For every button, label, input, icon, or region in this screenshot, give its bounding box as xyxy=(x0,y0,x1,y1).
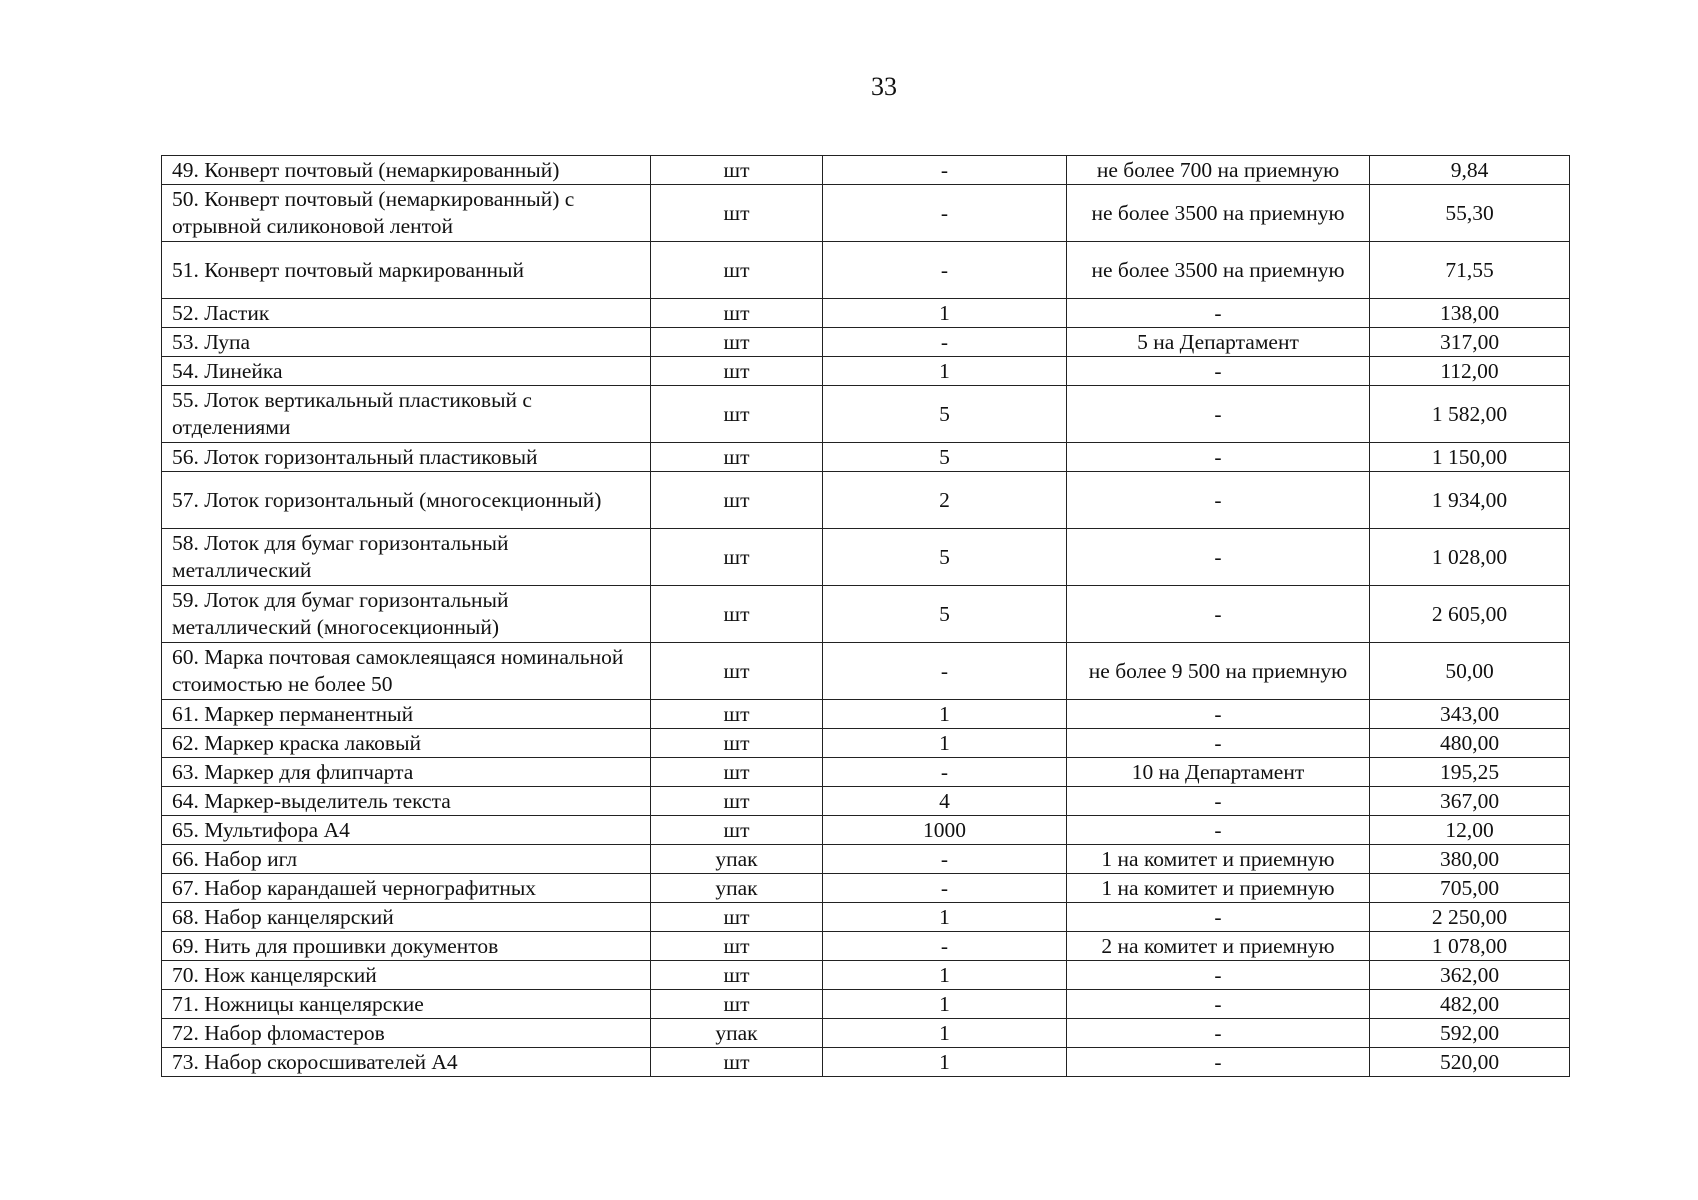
unit-cell: шт xyxy=(651,932,823,961)
quantity-cell: 5 xyxy=(823,386,1067,443)
price-cell: 592,00 xyxy=(1370,1019,1570,1048)
unit-cell: упак xyxy=(651,1019,823,1048)
norm-cell: 5 на Департамент xyxy=(1067,328,1370,357)
norm-cell: - xyxy=(1067,903,1370,932)
quantity-cell: 1 xyxy=(823,1019,1067,1048)
price-cell: 1 582,00 xyxy=(1370,386,1570,443)
item-name-cell: 69. Нить для прошивки документов xyxy=(162,932,651,961)
unit-cell: шт xyxy=(651,586,823,643)
quantity-cell: - xyxy=(823,845,1067,874)
quantity-cell: 2 xyxy=(823,472,1067,529)
page-number: 33 xyxy=(871,72,897,101)
price-cell: 482,00 xyxy=(1370,990,1570,1019)
unit-cell: шт xyxy=(651,961,823,990)
price-cell: 1 028,00 xyxy=(1370,529,1570,586)
price-cell: 138,00 xyxy=(1370,299,1570,328)
item-name-cell: 64. Маркер-выделитель текста xyxy=(162,787,651,816)
table-row xyxy=(162,529,1570,586)
supplies-table xyxy=(161,155,1570,1077)
unit-cell: шт xyxy=(651,299,823,328)
norm-cell: не более 3500 на приемную xyxy=(1067,185,1370,242)
item-name-cell: 65. Мультифора А4 xyxy=(162,816,651,845)
table-row xyxy=(162,729,1570,758)
unit-cell: шт xyxy=(651,643,823,700)
norm-cell: - xyxy=(1067,443,1370,472)
table-row xyxy=(162,932,1570,961)
price-cell: 195,25 xyxy=(1370,758,1570,787)
table-body xyxy=(162,156,1570,1077)
norm-cell: - xyxy=(1067,700,1370,729)
norm-cell: не более 3500 на приемную xyxy=(1067,242,1370,299)
table-row xyxy=(162,242,1570,299)
norm-cell: - xyxy=(1067,299,1370,328)
unit-cell: шт xyxy=(651,729,823,758)
table-row xyxy=(162,643,1570,700)
norm-cell: - xyxy=(1067,529,1370,586)
item-name-cell: 61. Маркер перманентный xyxy=(162,700,651,729)
quantity-cell: 1 xyxy=(823,990,1067,1019)
item-name-cell: 51. Конверт почтовый маркированный xyxy=(162,242,651,299)
quantity-cell: 1 xyxy=(823,961,1067,990)
unit-cell: шт xyxy=(651,903,823,932)
price-cell: 480,00 xyxy=(1370,729,1570,758)
item-name-cell: 71. Ножницы канцелярские xyxy=(162,990,651,1019)
item-name-cell: 56. Лоток горизонтальный пластиковый xyxy=(162,443,651,472)
norm-cell: 10 на Департамент xyxy=(1067,758,1370,787)
unit-cell: шт xyxy=(651,185,823,242)
price-cell: 1 078,00 xyxy=(1370,932,1570,961)
price-cell: 2 605,00 xyxy=(1370,586,1570,643)
item-name-cell: 73. Набор скоросшивателей А4 xyxy=(162,1048,651,1077)
quantity-cell: - xyxy=(823,874,1067,903)
item-name-cell: 70. Нож канцелярский xyxy=(162,961,651,990)
table-row xyxy=(162,874,1570,903)
unit-cell: шт xyxy=(651,1048,823,1077)
table-row xyxy=(162,700,1570,729)
unit-cell: шт xyxy=(651,990,823,1019)
unit-cell: шт xyxy=(651,700,823,729)
item-name-cell: 55. Лоток вертикальный пластиковый с отделениями xyxy=(162,386,651,443)
norm-cell: не более 700 на приемную xyxy=(1067,156,1370,185)
price-cell: 1 934,00 xyxy=(1370,472,1570,529)
quantity-cell: 5 xyxy=(823,586,1067,643)
quantity-cell: - xyxy=(823,242,1067,299)
table-row xyxy=(162,1019,1570,1048)
quantity-cell: 1 xyxy=(823,1048,1067,1077)
price-cell: 380,00 xyxy=(1370,845,1570,874)
price-cell: 71,55 xyxy=(1370,242,1570,299)
item-name-cell: 50. Конверт почтовый (немаркированный) с отрывной силиконовой лентой xyxy=(162,185,651,242)
table-row xyxy=(162,328,1570,357)
table-row xyxy=(162,1048,1570,1077)
quantity-cell: 1 xyxy=(823,903,1067,932)
table-row xyxy=(162,787,1570,816)
norm-cell: - xyxy=(1067,990,1370,1019)
quantity-cell: 5 xyxy=(823,529,1067,586)
table-row xyxy=(162,758,1570,787)
price-cell: 50,00 xyxy=(1370,643,1570,700)
price-cell: 343,00 xyxy=(1370,700,1570,729)
unit-cell: шт xyxy=(651,386,823,443)
item-name-cell: 53. Лупа xyxy=(162,328,651,357)
table-row xyxy=(162,443,1570,472)
quantity-cell: 1 xyxy=(823,299,1067,328)
unit-cell: упак xyxy=(651,874,823,903)
quantity-cell: 5 xyxy=(823,443,1067,472)
price-cell: 362,00 xyxy=(1370,961,1570,990)
table-row xyxy=(162,156,1570,185)
price-cell: 55,30 xyxy=(1370,185,1570,242)
table-row xyxy=(162,472,1570,529)
quantity-cell: 1 xyxy=(823,729,1067,758)
price-cell: 705,00 xyxy=(1370,874,1570,903)
table-row xyxy=(162,816,1570,845)
item-name-cell: 59. Лоток для бумаг горизонтальный металлический (многосекционный) xyxy=(162,586,651,643)
quantity-cell: 1000 xyxy=(823,816,1067,845)
item-name-cell: 49. Конверт почтовый (немаркированный) xyxy=(162,156,651,185)
table-row xyxy=(162,586,1570,643)
price-cell: 12,00 xyxy=(1370,816,1570,845)
price-cell: 112,00 xyxy=(1370,357,1570,386)
unit-cell: шт xyxy=(651,787,823,816)
price-cell: 367,00 xyxy=(1370,787,1570,816)
norm-cell: 1 на комитет и приемную xyxy=(1067,845,1370,874)
price-cell: 9,84 xyxy=(1370,156,1570,185)
quantity-cell: - xyxy=(823,185,1067,242)
item-name-cell: 72. Набор фломастеров xyxy=(162,1019,651,1048)
table-row xyxy=(162,961,1570,990)
table-row xyxy=(162,299,1570,328)
unit-cell: упак xyxy=(651,845,823,874)
price-cell: 1 150,00 xyxy=(1370,443,1570,472)
unit-cell: шт xyxy=(651,529,823,586)
table-row xyxy=(162,990,1570,1019)
norm-cell: - xyxy=(1067,961,1370,990)
item-name-cell: 57. Лоток горизонтальный (многосекционный) xyxy=(162,472,651,529)
norm-cell: - xyxy=(1067,386,1370,443)
norm-cell: - xyxy=(1067,586,1370,643)
quantity-cell: 1 xyxy=(823,357,1067,386)
table-row xyxy=(162,185,1570,242)
norm-cell: - xyxy=(1067,357,1370,386)
norm-cell: 1 на комитет и приемную xyxy=(1067,874,1370,903)
item-name-cell: 67. Набор карандашей чернографитных xyxy=(162,874,651,903)
item-name-cell: 68. Набор канцелярский xyxy=(162,903,651,932)
table-row xyxy=(162,903,1570,932)
table-row xyxy=(162,845,1570,874)
quantity-cell: - xyxy=(823,758,1067,787)
table-row xyxy=(162,357,1570,386)
unit-cell: шт xyxy=(651,328,823,357)
norm-cell: 2 на комитет и приемную xyxy=(1067,932,1370,961)
item-name-cell: 63. Маркер для флипчарта xyxy=(162,758,651,787)
unit-cell: шт xyxy=(651,816,823,845)
unit-cell: шт xyxy=(651,357,823,386)
item-name-cell: 52. Ластик xyxy=(162,299,651,328)
quantity-cell: - xyxy=(823,156,1067,185)
price-cell: 520,00 xyxy=(1370,1048,1570,1077)
norm-cell: не более 9 500 на приемную xyxy=(1067,643,1370,700)
unit-cell: шт xyxy=(651,156,823,185)
quantity-cell: - xyxy=(823,932,1067,961)
unit-cell: шт xyxy=(651,758,823,787)
item-name-cell: 54. Линейка xyxy=(162,357,651,386)
quantity-cell: - xyxy=(823,328,1067,357)
item-name-cell: 62. Маркер краска лаковый xyxy=(162,729,651,758)
norm-cell: - xyxy=(1067,787,1370,816)
norm-cell: - xyxy=(1067,472,1370,529)
price-cell: 2 250,00 xyxy=(1370,903,1570,932)
unit-cell: шт xyxy=(651,443,823,472)
item-name-cell: 60. Марка почтовая самоклеящаяся номинальной стоимостью не более 50 xyxy=(162,643,651,700)
item-name-cell: 58. Лоток для бумаг горизонтальный металлический xyxy=(162,529,651,586)
table-row xyxy=(162,386,1570,443)
price-cell: 317,00 xyxy=(1370,328,1570,357)
norm-cell: - xyxy=(1067,729,1370,758)
unit-cell: шт xyxy=(651,242,823,299)
norm-cell: - xyxy=(1067,1048,1370,1077)
quantity-cell: 1 xyxy=(823,700,1067,729)
unit-cell: шт xyxy=(651,472,823,529)
quantity-cell: 4 xyxy=(823,787,1067,816)
item-name-cell: 66. Набор игл xyxy=(162,845,651,874)
quantity-cell: - xyxy=(823,643,1067,700)
norm-cell: - xyxy=(1067,1019,1370,1048)
norm-cell: - xyxy=(1067,816,1370,845)
